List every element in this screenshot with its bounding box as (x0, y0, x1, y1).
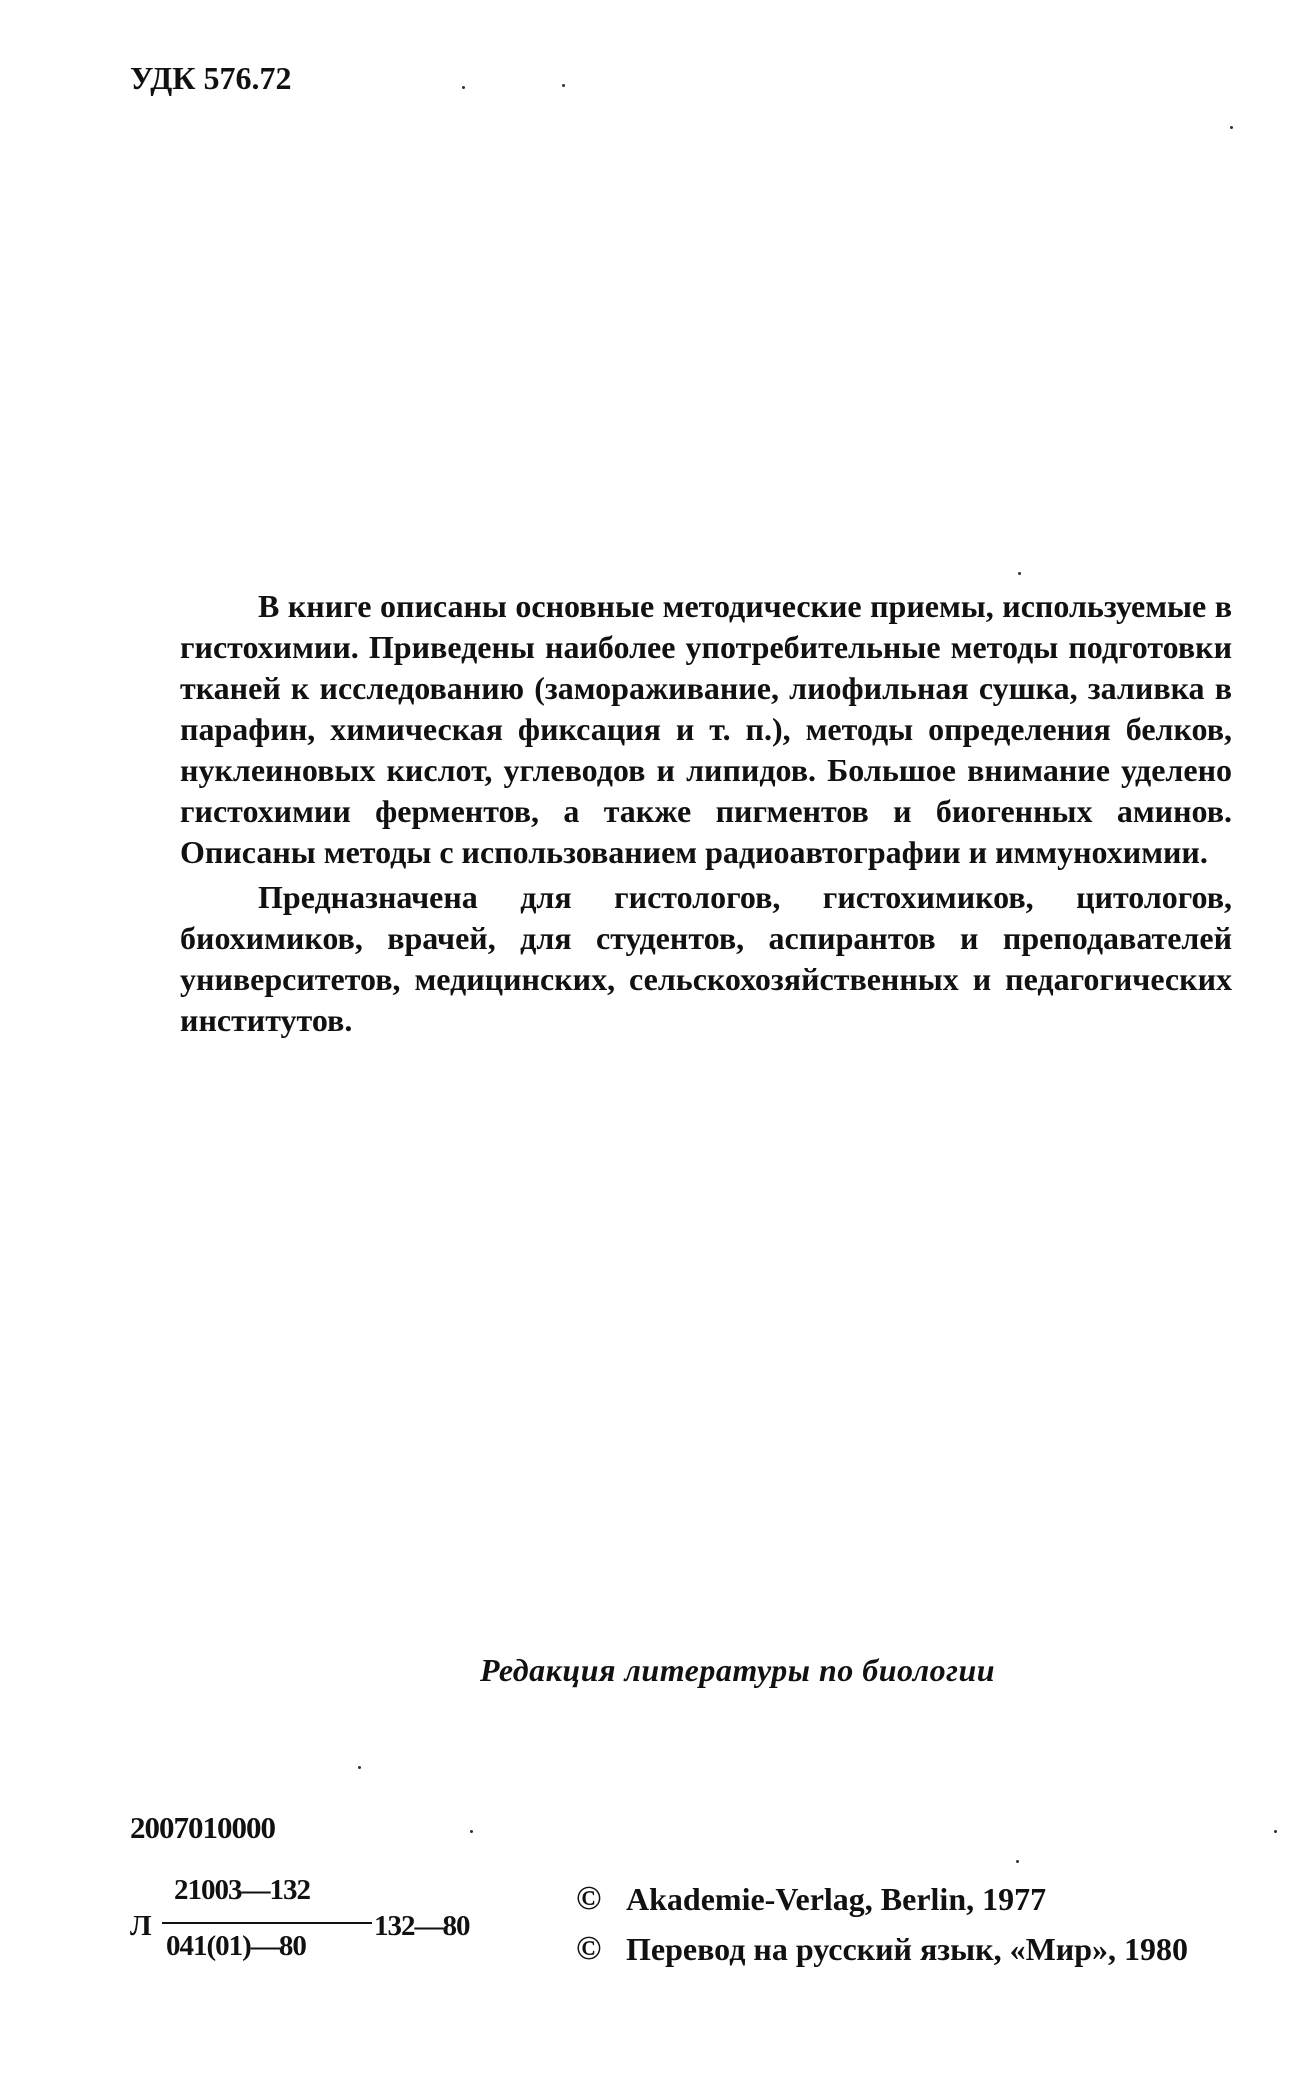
copyright-icon: © (576, 1880, 602, 1917)
scan-speck (1274, 1830, 1277, 1833)
annotation-paragraph: В книге описаны основные методические приемы, используемые в гистохимии. Приведены наиболее употребительные методы подготовки тканей к исследованию (замораживание, лиофильная сушка, заливка в парафин, химическая фиксация и т. п.), методы определения белков, нуклеиновых кислот, углеводов и липидов. Большое внимание уделено гистохимии ферментов, а также пигментов и биогенных аминов. Описаны методы с использованием радиоавтографии и иммунохимии. (180, 588, 1232, 870)
copyright-block (576, 1874, 1188, 1974)
fraction-divider (162, 1922, 372, 1924)
index-suffix: 132—80 (374, 1910, 470, 1942)
scan-speck (358, 1766, 361, 1769)
scan-speck (470, 1830, 473, 1833)
udk-code: УДК 576.72 (130, 60, 292, 96)
index-denominator: 041(01)—80 (166, 1930, 306, 1962)
scan-speck (1018, 572, 1021, 575)
copyright-translation (576, 1924, 1188, 1974)
copyright-text: Akademie-Verlag, Berlin, 1977 (626, 1881, 1047, 1917)
annotation-paragraph: Предназначена для гистологов, гистохимиков, цитологов, биохимиков, врачей, для студентов, аспирантов и преподавателей университетов, медицинских, сельскохозяйственных и педагогических институтов. (180, 879, 1232, 1038)
index-prefix: Л (130, 1910, 151, 1942)
scan-speck (1016, 1860, 1019, 1863)
copyright-original (576, 1874, 1188, 1924)
index-numerator: 21003—132 (174, 1874, 310, 1906)
book-annotation (180, 586, 1232, 1041)
publication-index-code (130, 1874, 490, 1974)
scan-speck (462, 86, 465, 89)
copyright-icon: © (576, 1930, 602, 1967)
scan-speck (562, 84, 565, 87)
copyright-text: Перевод на русский язык, «Мир», 1980 (626, 1931, 1188, 1967)
editorial-office: Редакция литературы по биологии (480, 1652, 996, 1688)
catalog-number: 2007010000 (130, 1810, 275, 1845)
scan-speck (1230, 126, 1233, 129)
